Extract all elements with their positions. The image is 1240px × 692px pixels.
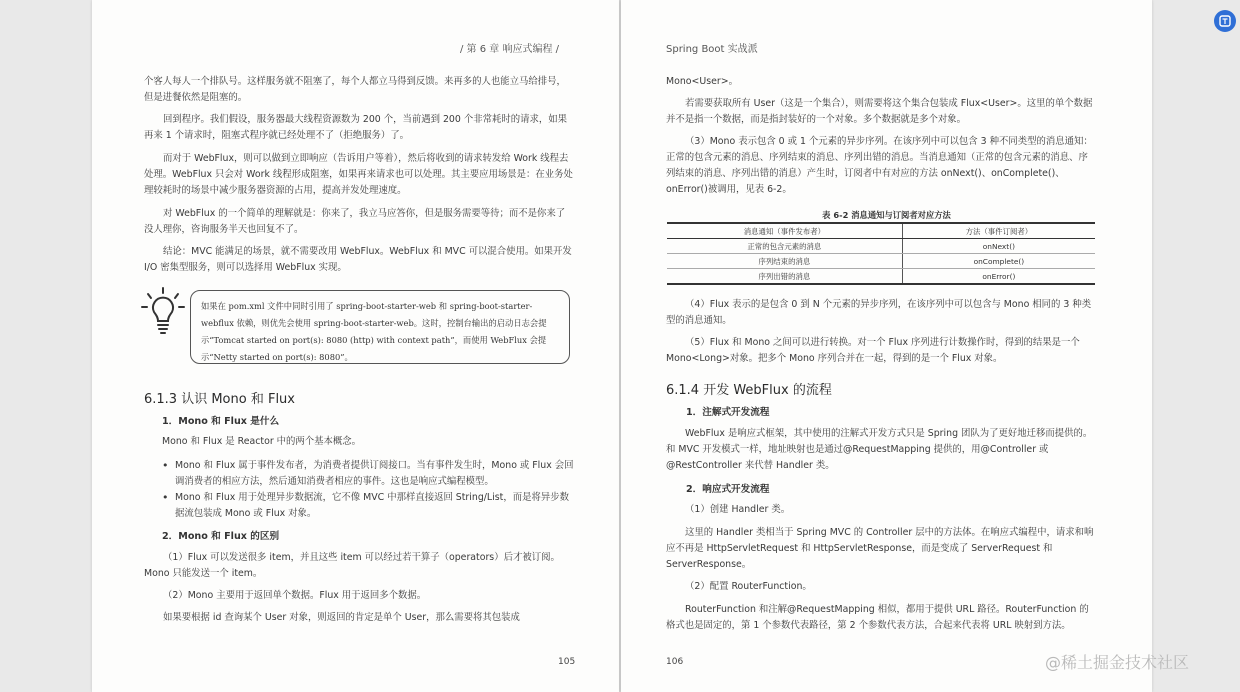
- translate-glyph: [1219, 15, 1231, 27]
- subsection-title: 2．响应式开发流程: [686, 484, 770, 495]
- table-row: [667, 254, 1095, 269]
- left-page: [92, 0, 619, 692]
- table-caption: 表 6-2 消息通知与订阅者对应方法: [822, 210, 951, 220]
- lightbulb-icon: [140, 286, 186, 338]
- bullet-list: [162, 458, 574, 522]
- table-header-cell: 方法（事件订阅者）: [902, 223, 1095, 239]
- paragraph: （2）Mono 主要用于返回单个数据。Flux 用于返回多个数据。: [163, 590, 427, 601]
- table-cell: onComplete(): [902, 254, 1095, 269]
- running-header: Spring Boot 实战派: [666, 44, 758, 55]
- watermark: @稀土掘金技术社区: [1045, 653, 1190, 672]
- paragraph: （1）Flux 可以发送很多 item，并且这些 item 可以经过若干算子（operators）后才被订阅。Mono 只能发送一个 item。: [144, 552, 560, 579]
- table-cell: 正常的包含元素的消息: [667, 239, 902, 254]
- table-cell: onNext(): [902, 239, 1095, 254]
- paragraph: 回到程序。我们假设，服务器最大线程资源数为 200 个，当前遇到 200 个非常耗时的请求，如果再来 1 个请求时，阻塞式程序就已经处理不了（拒绝服务）了。: [144, 114, 567, 141]
- paragraph: （1）创建 Handler 类。: [685, 504, 791, 515]
- paragraph: （4）Flux 表示的是包含 0 到 N 个元素的异步序列，在该序列中可以包含与 Mono 相同的 3 种类型的消息通知。: [666, 299, 1092, 326]
- table-header-cell: 消息通知（事件发布者）: [667, 223, 902, 239]
- list-item: • Mono 和 Flux 用于处理异步数据流，它不像 MVC 中那样直接返回 String/List，而是将异步数据流包装成 Mono 或 Flux 对象。: [162, 490, 574, 522]
- section-title: 6.1.4 开发 WebFlux 的流程: [666, 383, 832, 398]
- paragraph: 结论：MVC 能满足的场景，就不需要改用 WebFlux。WebFlux 和 MVC 可以混合使用。如果开发 I/O 密集型服务，则可以选择用 WebFlux 实现。: [144, 246, 572, 273]
- paragraph: 对 WebFlux 的一个简单的理解就是：你来了，我立马应答你，但是服务需要等待；而不是你来了没人理你，咨询服务半天也回复不了。: [144, 208, 566, 235]
- running-header: / 第 6 章 响应式编程 /: [460, 44, 559, 55]
- paragraph: Mono 和 Flux 是 Reactor 中的两个基本概念。: [162, 436, 362, 447]
- paragraph: 如果要根据 id 查询某个 User 对象，则返回的肯定是单个 User，那么需要将其包装成: [163, 612, 520, 623]
- table-header-row: [667, 223, 1095, 239]
- table-cell: 序列结束的消息: [667, 254, 902, 269]
- message-table: [667, 222, 1095, 285]
- section-title: 6.1.3 认识 Mono 和 Flux: [144, 392, 295, 407]
- list-item: • Mono 和 Flux 属于事件发布者，为消费者提供订阅接口。当有事件发生时，Mono 或 Flux 会回调消费者的相应方法，然后通知消费者相应的事件。这也是响应式编程模型。: [162, 458, 574, 490]
- page-number: 106: [666, 657, 684, 667]
- paragraph: Mono<User>。: [666, 76, 738, 87]
- subsection-title: 1．Mono 和 Flux 是什么: [162, 416, 280, 427]
- paragraph: （2）配置 RouterFunction。: [685, 581, 812, 592]
- table-cell: 序列出错的消息: [667, 269, 902, 285]
- paragraph: （3）Mono 表示包含 0 或 1 个元素的异步序列。在该序列中可以包含 3 种不同类型的消息通知：正常的包含元素的消息、序列结束的消息、序列出错的消息。当消息通知（正常的包含元素的消息、序列结束的消息、序列出错的消息）产生时，订阅者中有对应的方法 onNext()、onComplete()、onError()被调用，见表 6-2。: [666, 136, 1093, 195]
- translate-icon[interactable]: [1214, 10, 1236, 32]
- paragraph: （5）Flux 和 Mono 之间可以进行转换。对一个 Flux 序列进行计数操作时，得到的结果是一个 Mono<Long>对象。把多个 Mono 序列合并在一起，得到的是一个 Flux 对象。: [666, 337, 1080, 364]
- page-number: 105: [558, 657, 576, 667]
- paragraph: RouterFunction 和注解@RequestMapping 相似，都用于提供 URL 路径。RouterFunction 的格式也是固定的，第 1 个参数代表路径，第 2 个参数代表方法，合起来代表将 URL 映射到方法。: [666, 604, 1089, 631]
- table-cell: onError(): [902, 269, 1095, 285]
- table-row: [667, 239, 1095, 254]
- paragraph: 这里的 Handler 类相当于 Spring MVC 的 Controller 层中的方法体。在响应式编程中，请求和响应不再是 HttpServletRequest 和 HttpServletResponse，而是变成了 ServerRequest 和 ServerResponse。: [666, 527, 1094, 570]
- right-page: [621, 0, 1152, 692]
- subsection-title: 1．注解式开发流程: [686, 407, 770, 418]
- note-box: 如果在 pom.xml 文件中同时引用了 spring-boot-starter-web 和 spring-boot-starter-webflux 依赖，则优先会使用 spring-boot-starter-web。这时，控制台输出的启动日志会提示“Tomcat started on port(s): 8080 (http) with context path”，而使用 WebFlux 会提示“Netty started on port(s): 8080”。: [190, 290, 570, 364]
- paragraph: WebFlux 是响应式框架，其中使用的注解式开发方式只是 Spring 团队为了更好地迁移而提供的。和 MVC 开发模式一样，地址映射也是通过@RequestMapping 提供的，用@Controller 或@RestController 来代替 Handler 类。: [666, 428, 1093, 471]
- paragraph: 个客人每人一个排队号。这样服务就不阻塞了，每个人都立马得到反馈。来再多的人也能立马给排号，但是进餐依然是阻塞的。: [144, 76, 566, 103]
- subsection-title: 2．Mono 和 Flux 的区别: [162, 531, 280, 542]
- paragraph: 而对于 WebFlux，则可以做到立即响应（告诉用户等着），然后将收到的请求转发给 Work 线程去处理。WebFlux 只会对 Work 线程形成阻塞，如果再来请求也可以处理。其主要应用场景是：在业务处理较耗时的场景中减少服务器资源的占用，提高并发处理速度。: [144, 153, 573, 196]
- table-row: [667, 269, 1095, 285]
- paragraph: 若需要获取所有 User（这是一个集合），则需要将这个集合包装成 Flux<User>。这里的单个数据并不是指一个数据，而是指封装好的一个对象。多个数据就是多个对象。: [666, 98, 1093, 125]
